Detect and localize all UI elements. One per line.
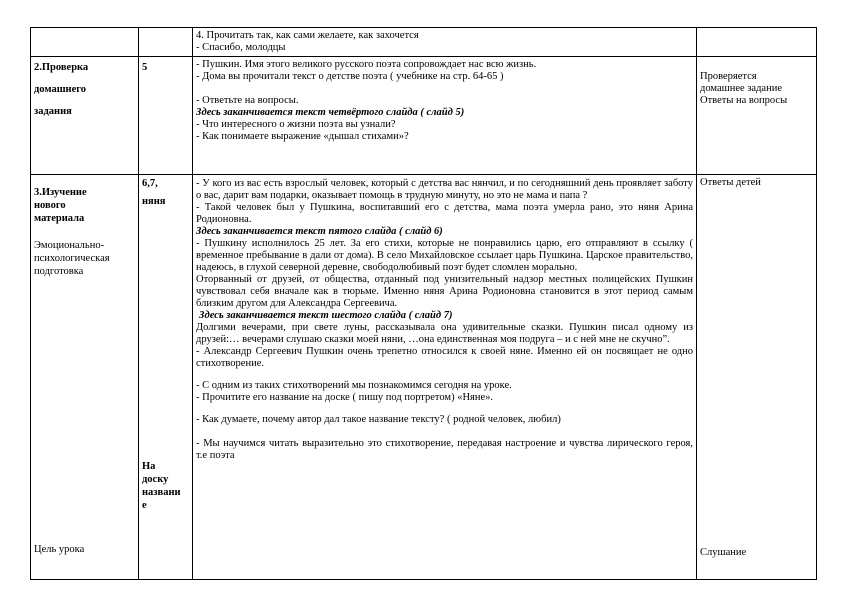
stage-cell — [31, 28, 139, 57]
content-line: - Прочитите его название на доске ( пишу под портретом) «Няне». — [196, 392, 494, 403]
substage-line: психологическая — [34, 253, 110, 264]
content-line: - Ответьте на вопросы. — [196, 95, 299, 106]
substage-line: подготовка — [34, 266, 84, 277]
content-line: - Такой человек был у Пушкина, воспитавший его с детства, мама поэта умерла рано, это няня Арина Родионовна. — [196, 202, 693, 225]
content-cell — [193, 175, 697, 580]
table-row — [31, 175, 817, 580]
note-line: Ответы на вопросы — [700, 95, 788, 106]
slide-marker: Здесь заканчивается текст четвёртого слайда ( слайд 5) — [196, 107, 465, 118]
content-line: - С одним из таких стихотворений мы познакомимся сегодня на уроке. — [196, 380, 512, 391]
content-line: Долгими вечерами, при свете луны, рассказывала она удивительные сказки. Пушкин писал одному из друзей:… вечерами слушаю сказки моей няни, …она единственная моя подруга – и с ней мне не скучно”. — [196, 322, 693, 345]
lesson-goal-label: Цель урока — [34, 544, 85, 555]
stage-title-line: 3.Изучение — [34, 187, 87, 198]
content-cell — [193, 57, 697, 175]
stage-title-line: домашнего — [34, 84, 87, 95]
content-line: - Дома вы прочитали текст о детстве поэта ( учебнике на стр. 64-65 ) — [196, 71, 504, 82]
stage-title-line: задания — [34, 106, 72, 117]
content-line: - Александр Сергеевич Пушкин очень трепетно относился к своей няне. Именно ей он посвящает не одно стихотворение. — [196, 346, 693, 369]
note-line: домашнее задание — [700, 83, 782, 94]
board-note-line: На — [142, 461, 156, 472]
time-value: няня — [142, 196, 166, 207]
content-cell — [193, 28, 697, 57]
board-note-line: доску — [142, 474, 169, 485]
slide-marker: Здесь заканчивается текст шестого слайда ( слайд 7) — [199, 310, 453, 321]
content-line: - Как понимаете выражение «дышал стихами»? — [196, 131, 409, 142]
table-row — [31, 28, 817, 57]
note-line: Слушание — [700, 547, 747, 558]
notes-cell — [697, 175, 817, 580]
stage-title-line: нового — [34, 200, 66, 211]
stage-title-line: материала — [34, 213, 85, 224]
time-value: 5 — [142, 62, 148, 73]
note-line: Проверяется — [700, 71, 757, 82]
content-line: - Что интересного о жизни поэта вы узнали? — [196, 119, 396, 130]
board-note-line: е — [142, 500, 147, 511]
lesson-plan-table — [30, 27, 817, 580]
content-line: - Спасибо, молодцы — [196, 42, 286, 53]
time-cell — [139, 175, 193, 580]
content-line: - Мы научимся читать выразительно это стихотворение, передавая настроение и чувства лирического героя, т.е поэта — [196, 438, 693, 461]
slide-marker: Здесь заканчивается текст пятого слайда ( слайд 6) — [196, 226, 443, 237]
notes-cell — [697, 28, 817, 57]
note-line: Ответы детей — [700, 177, 761, 188]
content-line: - Как думаете, почему автор дал такое название тексту? ( родной человек, любил) — [196, 414, 561, 425]
content-line: - Пушкину исполнилось 25 лет. За его стихи, которые не понравились царю, его отправляют в ссылку ( временное пребывание в дали от дома). В село Михайловское ссылает царь Пушкина. Царское правительство, надеюсь, в глухой северной деревне, свободолюбивый поэт будет сломлен морально. — [196, 238, 693, 273]
time-value: 6,7, — [142, 178, 158, 189]
content-line: - У кого из вас есть взрослый человек, который с детства вас нянчил, и по сегодняшний день проявляет заботу о вас, дарит вам подарки, оказывает помощь в трудную минуту, но это не мама и папа ? — [196, 178, 693, 201]
time-cell — [139, 28, 193, 57]
content-line: 4. Прочитать так, как сами желаете, как захочется — [196, 30, 419, 41]
stage-cell — [31, 175, 139, 580]
notes-cell — [697, 57, 817, 175]
stage-title-line: 2.Проверка — [34, 62, 89, 73]
board-note-line: названи — [142, 487, 181, 498]
content-line: - Пушкин. Имя этого великого русского поэта сопровождает нас всю жизнь. — [196, 59, 537, 70]
time-cell — [139, 57, 193, 175]
stage-cell — [31, 57, 139, 175]
content-line: Оторванный от друзей, от общества, отданный под унизительный надзор местных полицейских Пушкин чувствовал себя вначале как в тюрьме. Именно няня Арина Родионовна становится в этот период самым близким другом для Александра Сергеевича. — [196, 274, 693, 309]
substage-line: Эмоционально- — [34, 240, 105, 251]
table-row — [31, 57, 817, 175]
